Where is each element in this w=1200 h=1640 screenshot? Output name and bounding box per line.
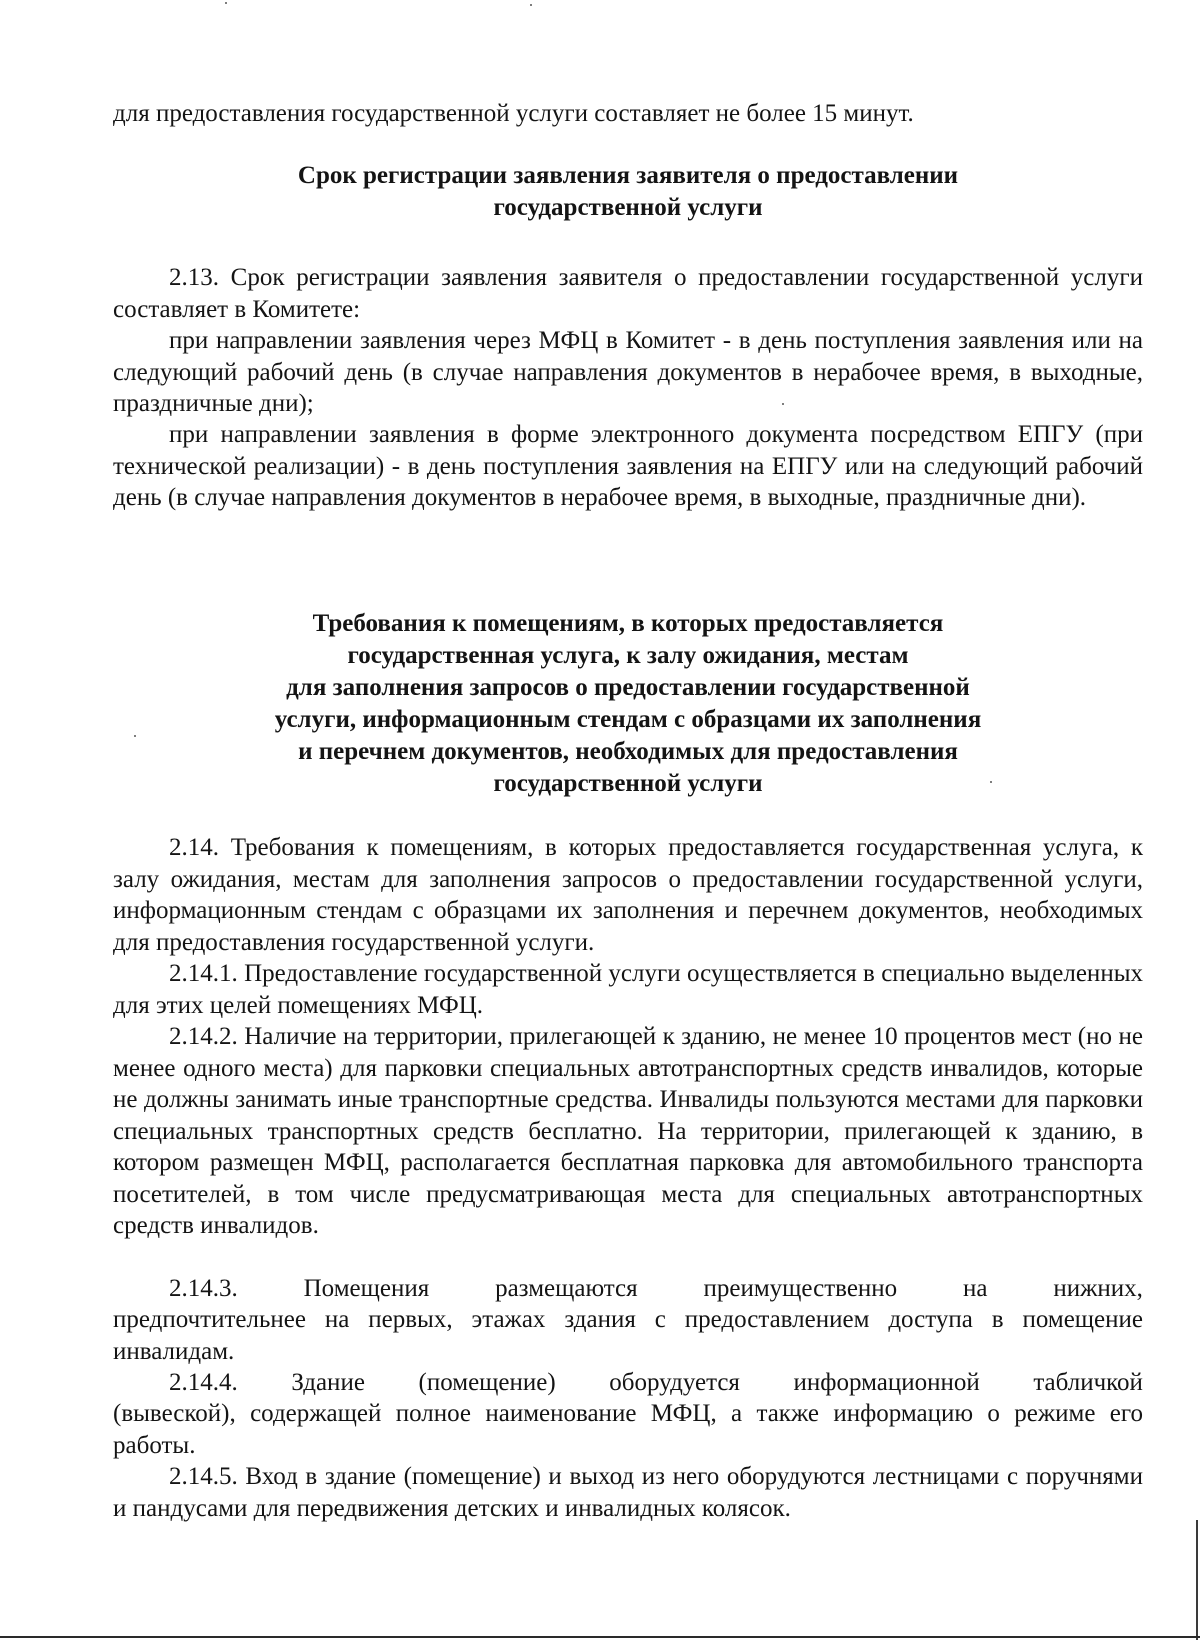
word: на [963,1275,988,1302]
paragraph-2-14-2: 2.14.2. Наличие на территории, прилегающей к зданию, не менее 10 процентов мест (но не менее одного места) для парковки специальных автотранспортных средств инвалидов, которые не должны занимать иные транспортные средства. Инвалиды пользуются местами для парковки специальных транспортных средств бесплатно. На территории, прилегающей к зданию, в котором размещен МФЦ, располагается бесплатная парковка для автомобильного транспорта посетителей, в том числе предусматривающая места для специальных автотранспортных средств инвалидов. [113,1023,1143,1239]
scan-bottom-line [0,1636,1200,1638]
scan-speck [782,403,784,405]
heading-line: государственная услуга, к залу ожидания, местам [347,642,909,669]
scan-speck [134,735,136,737]
heading-line: государственной услуги [493,770,763,797]
word: преимущественно [703,1275,898,1302]
word: Здание [291,1369,365,1396]
scan-speck [225,2,227,4]
heading-line: для заполнения запросов о предоставлении государственной [286,674,970,701]
word: 2.14.3. [169,1275,238,1302]
paragraph-2-14-4-rest: (вывеской), содержащей полное наименование МФЦ, а также информацию о режиме его работы. [113,1400,1143,1459]
word: 2.14.4. [169,1369,238,1396]
paragraph-2-14-3-rest: предпочтительнее на первых, этажах здания с предоставлением доступа в помещение инвалидам. [113,1306,1143,1365]
paragraph-2-14-4-first-line [169,1367,1143,1399]
heading-line: услуги, информационным стендам с образцами их заполнения [274,706,982,733]
word: размещаются [495,1275,638,1302]
heading-line: государственной услуги [493,194,763,221]
paragraph-continuation: для предоставления государственной услуги составляет не более 15 минут. [113,100,914,127]
paragraph-epgu-submission: при направлении заявления в форме электронного документа посредством ЕПГУ (при технической реализации) - в день поступления заявления на ЕПГУ или на следующий рабочий день (в случае направления документов в нерабочее время, в выходные, праздничные дни). [113,421,1143,511]
paragraph-2-14-3-first-line [169,1273,1143,1305]
word: нижних, [1053,1275,1143,1302]
heading-line: Требования к помещениям, в которых предоставляется [312,610,944,637]
paragraph-2-13: 2.13. Срок регистрации заявления заявителя о предоставлении государственной услуги составляет в Комитете: [113,264,1143,323]
section-heading-premises [113,608,1143,800]
word: оборудуется [609,1369,740,1396]
paragraph-2-14-5: 2.14.5. Вход в здание (помещение) и выход из него оборудуются лестницами с поручнями и пандусами для передвижения детских и инвалидных колясок. [113,1463,1143,1522]
word: табличкой [1033,1369,1143,1396]
heading-line: Срок регистрации заявления заявителя о предоставлении [297,162,959,189]
paragraph-2-14: 2.14. Требования к помещениям, в которых предоставляется государственная услуга, к залу ожидания, местам для заполнения запросов о предоставлении государственной услуги, информационным стендам с образцами их заполнения и перечнем документов, необходимых для предоставления государственной услуги. [113,834,1143,956]
scan-speck [990,781,992,783]
heading-line: и перечнем документов, необходимых для предоставления [298,738,958,765]
scan-speck [530,4,532,6]
paragraph-2-14-1: 2.14.1. Предоставление государственной услуги осуществляется в специально выделенных для этих целей помещениях МФЦ. [113,960,1143,1019]
paragraph-mfc-submission: при направлении заявления через МФЦ в Комитет - в день поступления заявления или на следующий рабочий день (в случае направления документов в нерабочее время, в выходные, праздничные дни); [113,327,1143,417]
word: информационной [793,1369,980,1396]
word: (помещение) [418,1369,556,1396]
section-heading-registration [113,160,1143,224]
scan-edge-line [1196,1520,1198,1640]
word: Помещения [303,1275,430,1302]
